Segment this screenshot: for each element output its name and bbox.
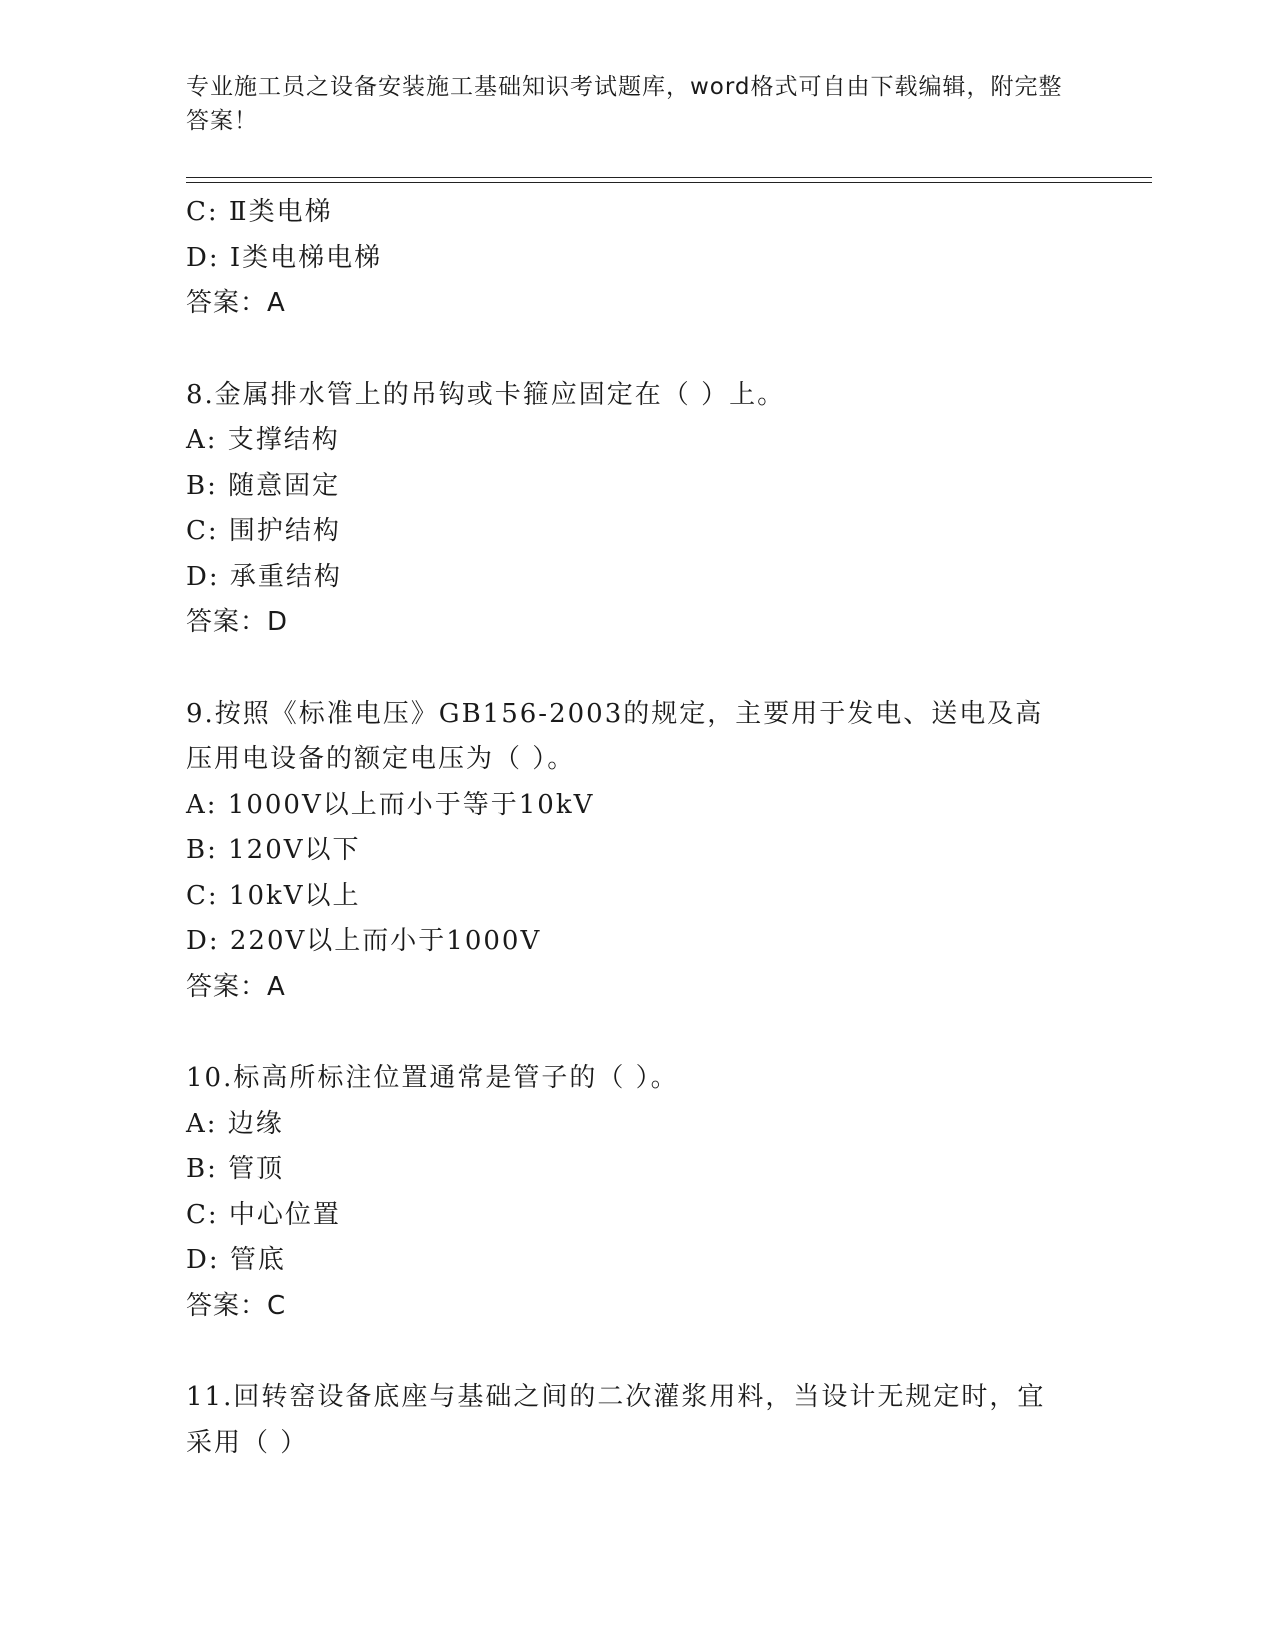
answer-line: 答案：D	[186, 607, 289, 637]
question-10	[186, 1056, 1086, 1329]
option-a: A: 边缘	[186, 1108, 284, 1139]
option-b: B: 120V以下	[186, 835, 361, 865]
question-text: 9.按照《标准电压》GB156-2003的规定，主要用于发电、送电及高压用电设备的额定电压为（ ）。	[186, 698, 1044, 774]
document-header: 专业施工员之设备安装施工基础知识考试题库，word格式可自由下载编辑，附完整答案！	[186, 74, 1063, 134]
question-text: 8.金属排水管上的吊钩或卡箍应固定在（ ）上。	[186, 379, 786, 410]
option-d: D: Ⅰ类电梯电梯	[186, 242, 383, 273]
question-text: 10.标高所标注位置通常是管子的（ ）。	[186, 1063, 679, 1093]
answer-line: 答案：C	[186, 1290, 287, 1321]
option-d: D: 220V以上而小于1000V	[186, 926, 542, 956]
question-9	[186, 692, 1086, 1011]
option-c: C: 中心位置	[186, 1199, 341, 1230]
answer-line: 答案：A	[186, 288, 286, 318]
answer-line: 答案：A	[186, 971, 286, 1002]
option-b: B: 随意固定	[186, 470, 341, 501]
option-d: D: 承重结构	[186, 561, 342, 592]
option-c: C: 10kV以上	[186, 880, 361, 911]
option-c: C: 围护结构	[186, 516, 341, 546]
header-rule-bottom	[186, 182, 1152, 183]
question-list	[186, 190, 1086, 1466]
option-a: A: 1000V以上而小于等于10kV	[186, 789, 595, 820]
option-b: B: 管顶	[186, 1154, 285, 1184]
option-d: D: 管底	[186, 1245, 286, 1275]
question-text: 11.回转窑设备底座与基础之间的二次灌浆用料，当设计无规定时，宜采用（ ）	[186, 1382, 1046, 1458]
question-8	[186, 373, 1086, 646]
prev-question-block	[186, 190, 1086, 327]
option-a: A: 支撑结构	[186, 425, 340, 455]
question-11	[186, 1375, 1086, 1466]
header-rule-top	[186, 177, 1152, 178]
option-c: C: Ⅱ类电梯	[186, 197, 333, 227]
